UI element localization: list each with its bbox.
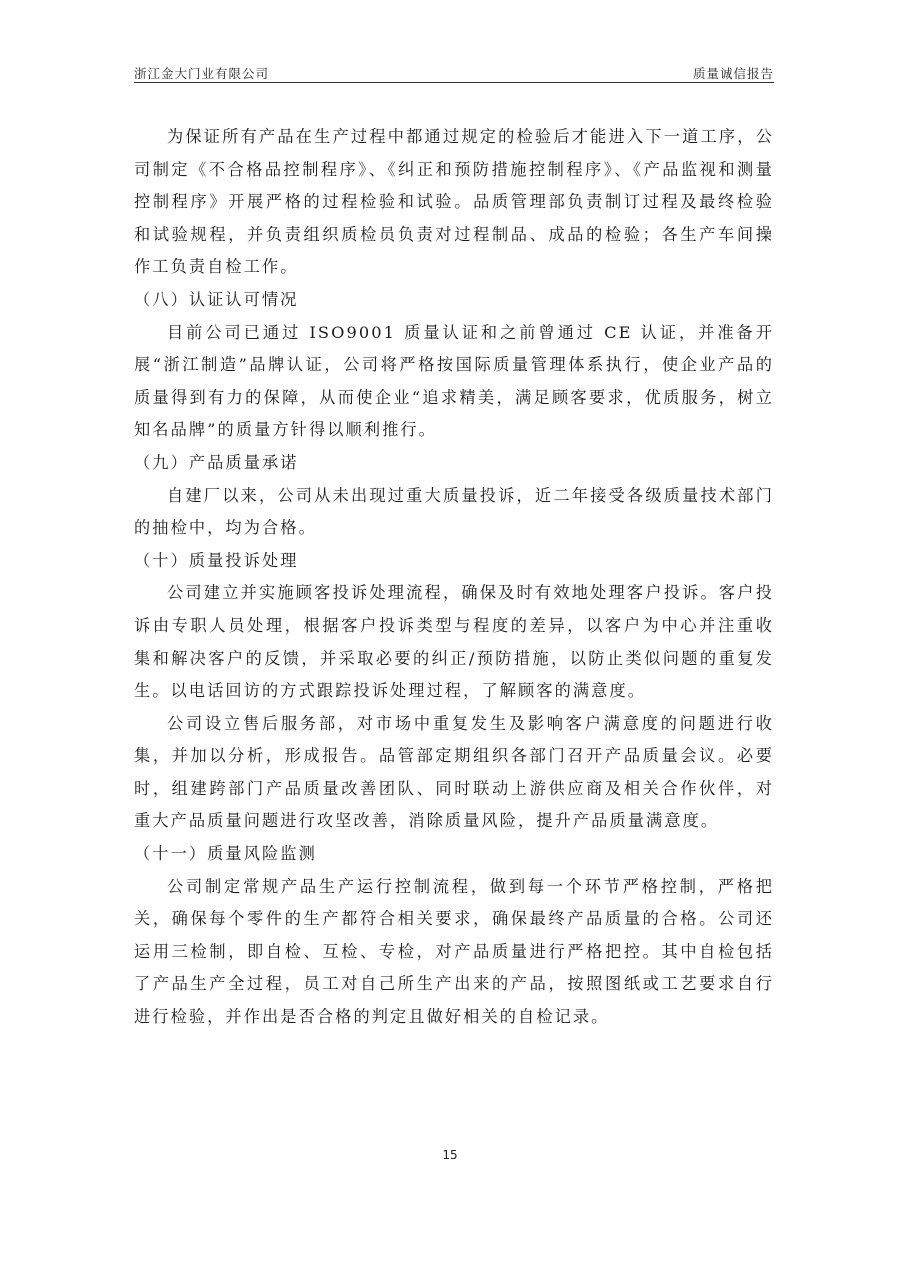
paragraph-after-sales-service: 公司设立售后服务部，对市场中重复发生及影响客户满意度的问题进行收集，并加以分析，形成报告。品管部定期组织各部门召开产品质量会议。必要时，组建跨部门产品质量改善团队、同时联动上游供应商及相关合作伙伴，对重大产品质量问题进行攻坚改善，消除质量风险，提升产品质量满意度。 — [134, 713, 774, 831]
paragraph-certification: 目前公司已通过 ISO9001 质量认证和之前曾通过 CE 认证，并准备开展“浙江制造”品牌认证，公司将严格按国际质量管理体系执行，使企业产品的质量得到有力的保障，从而使企业“追求精美，满足顾客要求，优质服务，树立知名品牌”的质量方针得以顺利推行。 — [134, 322, 774, 440]
section-heading-certification: （八）认证认可情况 — [134, 289, 299, 309]
section-heading-quality-commitment: （九）产品质量承诺 — [134, 452, 299, 472]
page-header — [134, 62, 774, 83]
paragraph-inspection-procedures: 为保证所有产品在生产过程中都通过规定的检验后才能进入下一道工序，公司制定《不合格品控制程序》、《纠正和预防措施控制程序》、《产品监视和测量控制程序》开展严格的过程检验和试验。品质管理部负责制订过程及最终检验和试验规程，并负责组织质检员负责对过程制品、成品的检验；各生产车间操作工负责自检工作。 — [134, 127, 774, 277]
paragraph-risk-monitoring: 公司制定常规产品生产运行控制流程，做到每一个环节严格控制，严格把关，确保每个零件的生产都符合相关要求，确保最终产品质量的合格。公司还运用三检制，即自检、互检、专检，对产品质量进行严格把控。其中自检包括了产品生产全过程，员工对自己所生产出来的产品，按照图纸或工艺要求自行进行检验，并作出是否合格的判定且做好相关的自检记录。 — [134, 876, 774, 1027]
page-body — [134, 121, 774, 1034]
paragraph-quality-commitment: 自建厂以来，公司从未出现过重大质量投诉，近二年接受各级质量技术部门的抽检中，均为合格。 — [134, 485, 774, 538]
page-number: 15 — [442, 1148, 458, 1162]
header-report-title: 质量诚信报告 — [692, 66, 774, 81]
header-company-name: 浙江金大门业有限公司 — [134, 66, 270, 81]
paragraph-complaint-process: 公司建立并实施顾客投诉处理流程，确保及时有效地处理客户投诉。客户投诉由专职人员处理，根据客户投诉类型与程度的差异，以客户为中心并注重收集和解决客户的反馈，并采取必要的纠正/预防措施，以防止类似问题的重复发生。以电话回访的方式跟踪投诉处理过程，了解顾客的满意度。 — [134, 583, 774, 701]
section-heading-complaint-handling: （十）质量投诉处理 — [134, 550, 299, 570]
section-heading-risk-monitoring: （十一）质量风险监测 — [134, 844, 317, 864]
